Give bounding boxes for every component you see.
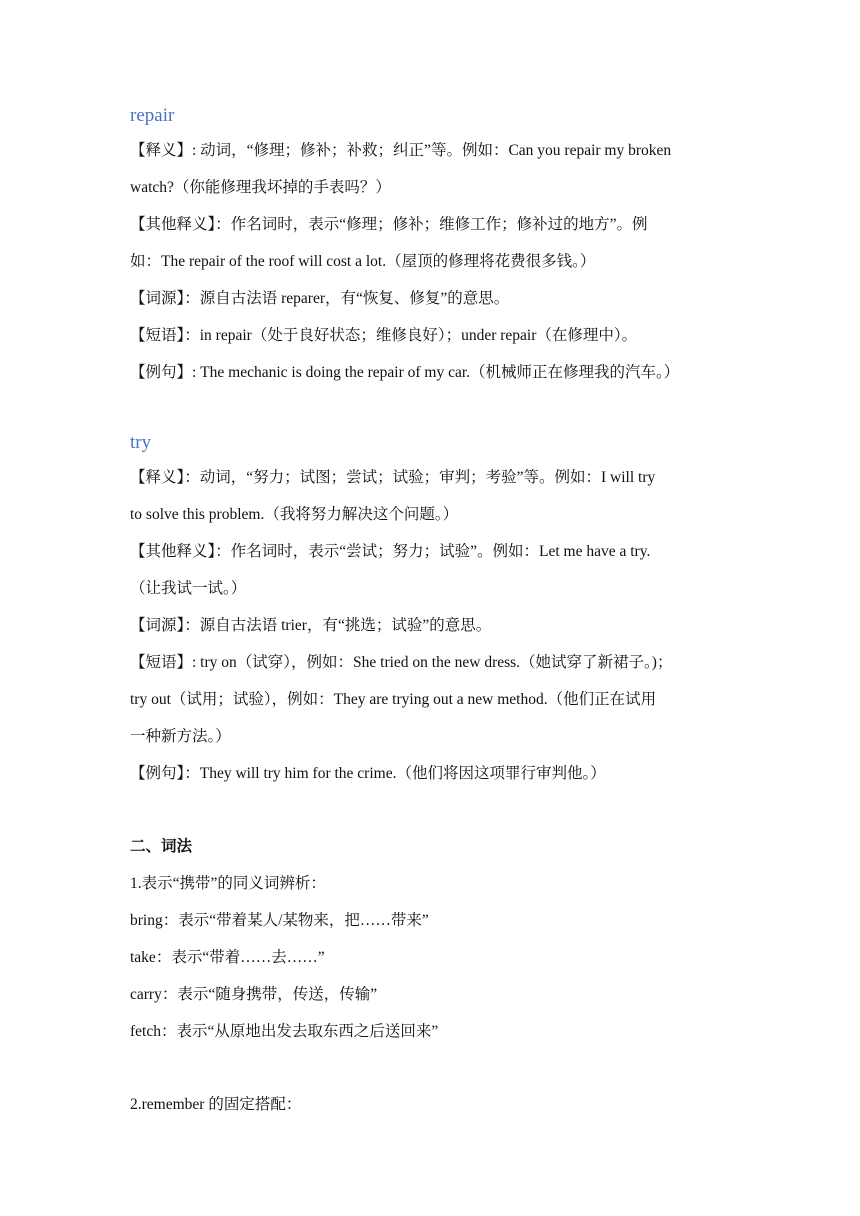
list-item: carry：表示“随身携带，传送，传输” [130,986,378,1003]
entry-body-repair [130,132,730,391]
section-title: 二、词法 [130,838,193,855]
text-line: 【短语】：in repair（处于良好状态；维修良好）；under repair（在修理中）。 [130,327,638,344]
entry-heading-repair: repair [130,105,175,126]
text-line: 【词源】：源自古法语 trier，有“挑选；试验”的意思。 [130,617,492,634]
item1-title: 1.表示“携带”的同义词辨析： [130,875,326,892]
list-item: fetch：表示“从原地出发去取东西之后送回来” [130,1023,439,1040]
text-line: 【词源】：源自古法语 reparer，有“恢复、修复”的意思。 [130,290,510,307]
item2-title: 2.remember 的固定搭配： [130,1096,302,1113]
text-line: 【释义】：动词，“努力；试图；尝试；试验；审判；考验”等。例如：I will try [130,469,656,486]
text-line: 一种新方法。） [130,728,231,745]
text-line: try out（试用；试验），例如：They are trying out a new method.（他们正在试用 [130,691,657,708]
text-line: to solve this problem.（我将努力解决这个问题。） [130,506,459,523]
text-line: 如：The repair of the roof will cost a lot.（屋顶的修理将花费很多钱。） [130,253,596,270]
text-line: watch?（你能修理我坏掉的手表吗？） [130,179,391,196]
list-item: take：表示“带着……去……” [130,949,325,966]
synonym-list [130,902,730,1050]
text-line: （让我试一试。） [130,580,247,597]
spacer [130,391,730,427]
entry-heading-try: try [130,432,152,453]
spacer [130,792,730,828]
text-line: 【短语】: try on（试穿），例如：She tried on the new dress.（她试穿了新裙子。)； [130,654,673,671]
text-line: 【例句】：They will try him for the crime.（他们将因这项罪行审判他。） [130,765,606,782]
document-page [130,100,730,1123]
list-item: bring：表示“带着某人/某物来，把……带来” [130,912,429,929]
text-line: 【释义】: 动词，“修理；修补；补救；纠正”等。例如：Can you repair my broken [130,142,672,159]
entry-body-try [130,459,730,792]
text-line: 【其他释义】：作名词时，表示“尝试；努力；试验”。例如：Let me have a try. [130,543,651,560]
spacer [130,1050,730,1086]
text-line: 【其他释义】：作名词时，表示“修理；修补；维修工作；修补过的地方”。例 [130,216,648,233]
text-line: 【例句】: The mechanic is doing the repair of my car.（机械师正在修理我的汽车。） [130,364,680,381]
